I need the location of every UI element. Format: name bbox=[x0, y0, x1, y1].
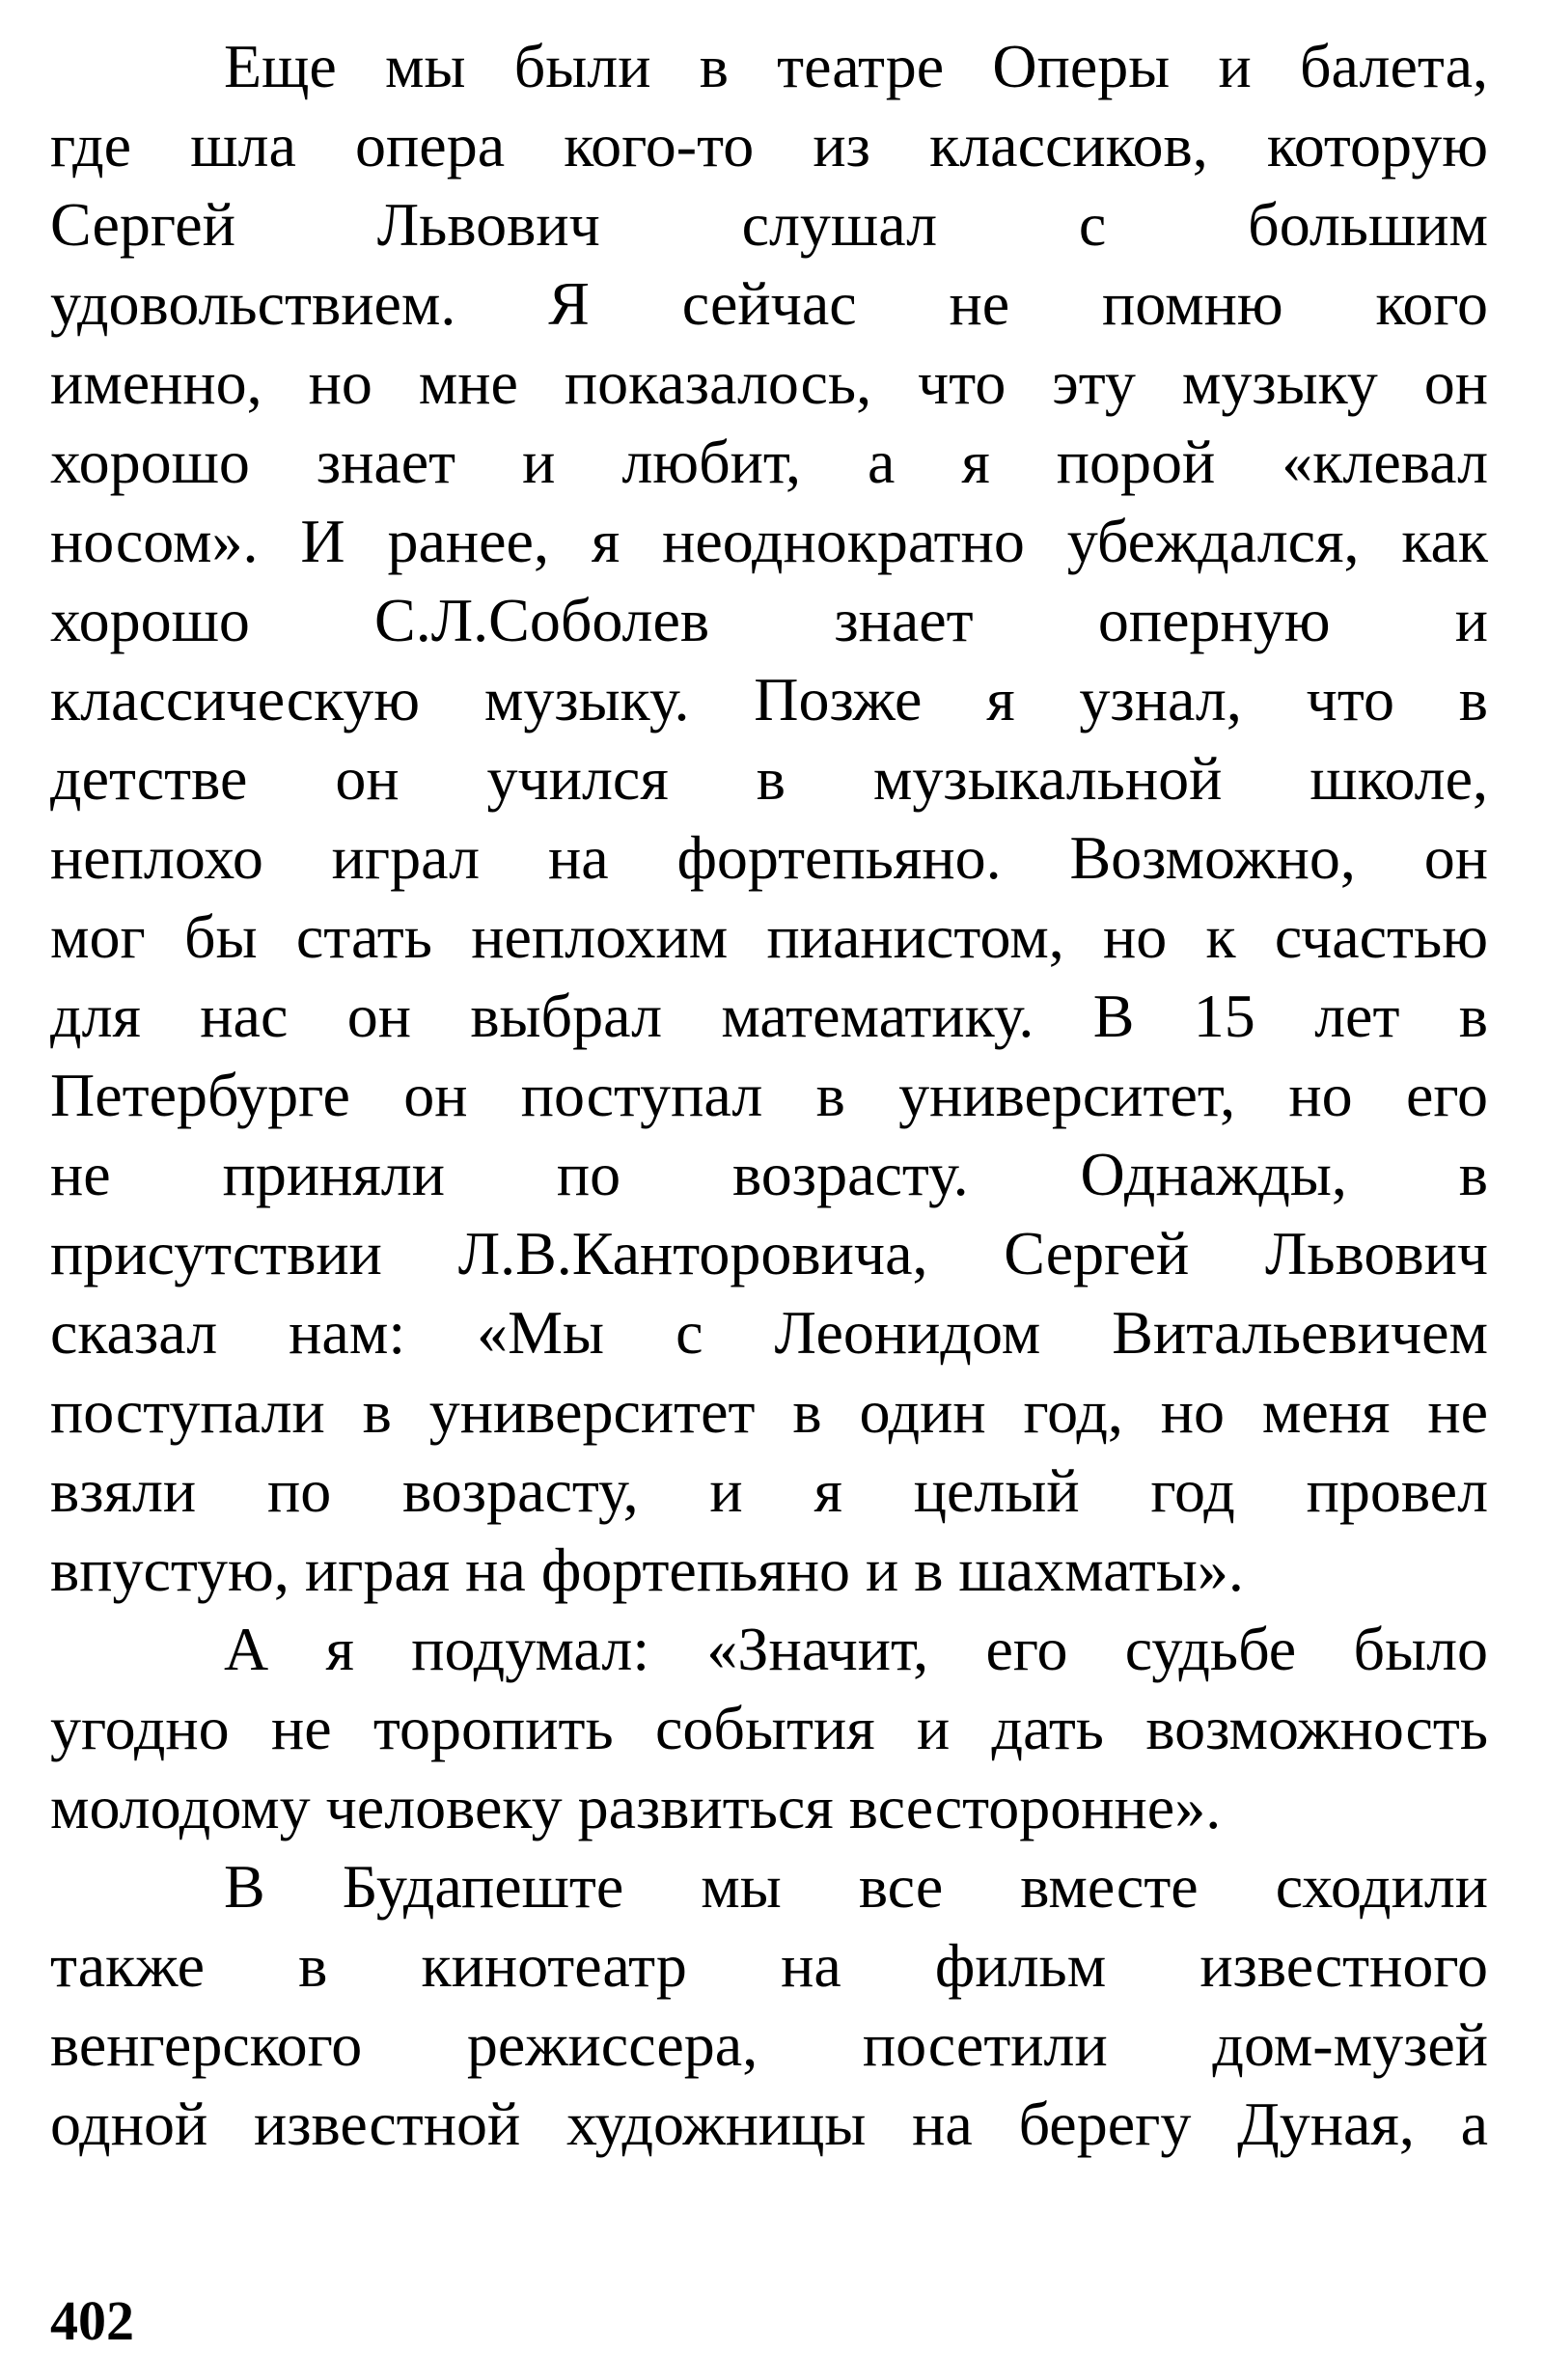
text-line: одной известной художницы на берегу Дуная, а bbox=[50, 2089, 1488, 2158]
text-line: мог бы стать неплохим пианистом, но к счастью bbox=[50, 902, 1488, 971]
page-number: 402 bbox=[50, 2289, 134, 2352]
page-text bbox=[50, 27, 1488, 2164]
text-line: Еще мы были в театре Оперы и балета, bbox=[224, 32, 1488, 100]
text-line: А я подумал: «Значит, его судьбе было bbox=[224, 1615, 1488, 1683]
text-line: Петербурге он поступал в университет, но его bbox=[50, 1061, 1488, 1129]
text-line: также в кинотеатр на фильм известного bbox=[50, 1931, 1488, 2000]
text-line: сказал нам: «Мы с Леонидом Витальевичем bbox=[50, 1298, 1488, 1367]
text-line: молодому человеку развиться всесторонне». bbox=[50, 1773, 1222, 1841]
text-line: угодно не торопить события и дать возможность bbox=[50, 1694, 1488, 1762]
text-line: Сергей Львович слушал с большим bbox=[50, 190, 1488, 259]
text-line: присутствии Л.В.Канторовича, Сергей Львович bbox=[50, 1219, 1488, 1287]
text-line: взяли по возрасту, и я целый год провел bbox=[50, 1456, 1488, 1525]
text-line: где шла опера кого-то из классиков, которую bbox=[50, 111, 1488, 180]
text-line: не приняли по возрасту. Однажды, в bbox=[50, 1140, 1488, 1208]
text-line: для нас он выбрал математику. В 15 лет в bbox=[50, 982, 1488, 1050]
text-line: носом». И ранее, я неоднократно убеждался, как bbox=[50, 507, 1488, 575]
text-line: именно, но мне показалось, что эту музыку он bbox=[50, 348, 1488, 417]
text-line: впустую, играя на фортепьяно и в шахматы». bbox=[50, 1536, 1244, 1604]
text-line: детстве он учился в музыкальной школе, bbox=[50, 744, 1488, 813]
text-line: хорошо знает и любит, а я порой «клевал bbox=[50, 428, 1488, 496]
text-line: венгерского режиссера, посетили дом-музей bbox=[50, 2010, 1488, 2079]
text-line: классическую музыку. Позже я узнал, что в bbox=[50, 665, 1488, 733]
text-line: удовольствием. Я сейчас не помню кого bbox=[50, 269, 1488, 338]
text-line: В Будапеште мы все вместе сходили bbox=[224, 1852, 1488, 1921]
text-line: поступали в университет в один год, но меня не bbox=[50, 1377, 1488, 1446]
text-line: неплохо играл на фортепьяно. Возможно, он bbox=[50, 823, 1488, 892]
text-line: хорошо С.Л.Соболев знает оперную и bbox=[50, 586, 1488, 654]
